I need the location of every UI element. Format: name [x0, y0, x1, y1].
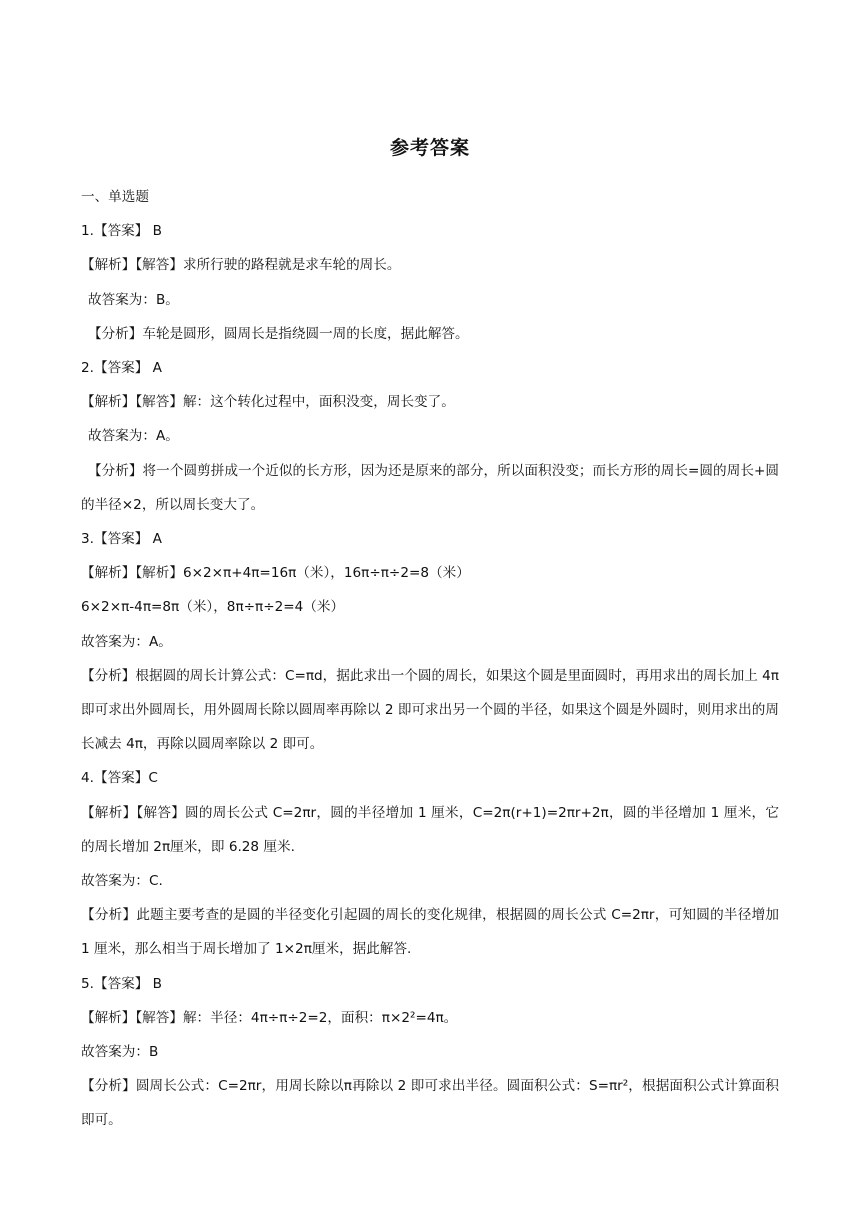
conclusion-line-1: 故答案为：B。: [88, 291, 179, 308]
explanation-line-5: 【解析】【解答】解：半径：4π÷π÷2=2，面积：π×2²=4π。: [81, 1009, 458, 1026]
analysis-line-1: 【分析】车轮是圆形，圆周长是指绕圆一周的长度，据此解答。: [88, 325, 469, 342]
conclusion-line-5: 故答案为：B: [81, 1044, 159, 1061]
answer-line-2: 2.【答案】 A: [81, 360, 162, 377]
explanation-line-4: 【解析】【解答】圆的周长公式 C=2πr，圆的半径增加 1 厘米，C=2π(r+1)=2πr+2π，圆的半径增加 1 厘米，它的周长增加 2π厘米，即 6.28 厘米.: [81, 804, 779, 855]
answer-line-5: 5.【答案】 B: [81, 975, 162, 992]
analysis-line-3: 【分析】根据圆的周长计算公式：C=πd，据此求出一个圆的周长，如果这个圆是里面圆时，再用求出的周长加上 4π即可求出外圆周长，用外圆周长除以圆周率再除以 2 即可求出另一个圆的半径，如果这个圆是外圆时，则用求出的周长减去 4π，再除以圆周率除以 2 即可。: [81, 667, 779, 753]
document-body: [81, 180, 779, 1138]
conclusion-line-3: 故答案为：A。: [81, 633, 172, 650]
answer-line-4: 4.【答案】C: [81, 770, 158, 787]
conclusion-line-4: 故答案为：C.: [81, 873, 163, 890]
explanation-line-1: 【解析】【解答】求所行驶的路程就是求车轮的周长。: [81, 257, 401, 274]
section-heading: 一、单选题: [81, 189, 149, 205]
answer-line-1: 1.【答案】 B: [81, 223, 162, 240]
analysis-line-2: 【分析】将一个圆剪拼成一个近似的长方形，因为还是原来的部分，所以面积没变；而长方形的周长=圆的周长+圆的半径×2，所以周长变大了。: [81, 462, 779, 513]
explanation-line-3b: 6×2×π-4π=8π（米），8π÷π÷2=4（米）: [81, 599, 345, 616]
analysis-line-4: 【分析】此题主要考查的是圆的半径变化引起圆的周长的变化规律，根据圆的周长公式 C=2πr，可知圆的半径增加 1 厘米，那么相当于周长增加了 1×2π厘米，据此解答.: [81, 907, 779, 958]
conclusion-line-2: 故答案为：A。: [88, 428, 179, 445]
page-title: 参考答案: [389, 137, 470, 159]
analysis-line-5: 【分析】圆周长公式：C=2πr，用周长除以π再除以 2 即可求出半径。圆面积公式：S=πr²，根据面积公式计算面积即可。: [81, 1078, 779, 1129]
explanation-line-3: 【解析】【解析】6×2×π+4π=16π（米），16π÷π÷2=8（米）: [81, 565, 470, 582]
explanation-line-2: 【解析】【解答】解：这个转化过程中，面积没变，周长变了。: [81, 394, 455, 411]
answer-line-3: 3.【答案】 A: [81, 531, 162, 548]
